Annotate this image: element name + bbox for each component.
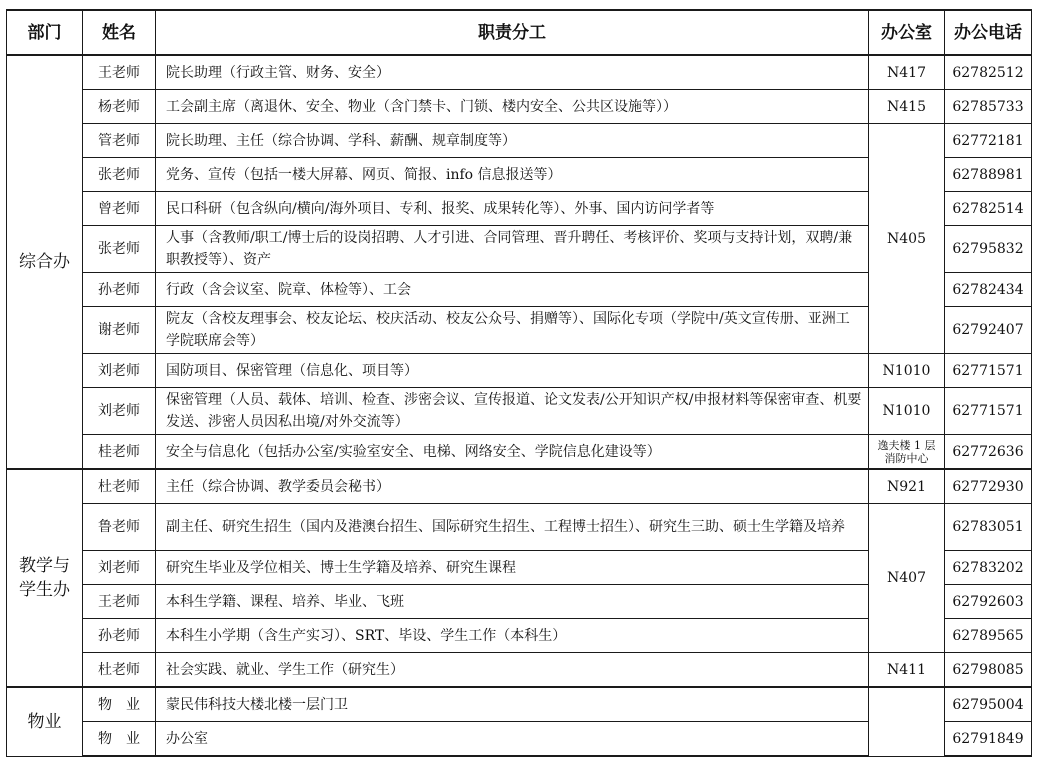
staff-duty: 副主任、研究生招生（国内及港澳台招生、国际研究生招生、工程博士招生）、研究生三助、硕士生学籍及培养 [156, 504, 869, 551]
staff-name: 刘老师 [83, 388, 156, 435]
header-duty: 职责分工 [156, 10, 869, 55]
staff-office: N921 [869, 469, 945, 504]
staff-duty: 本科生小学期（含生产实习）、SRT、毕设、学生工作（本科生） [156, 619, 869, 653]
table-row [7, 55, 1032, 90]
staff-phone: 62798085 [945, 653, 1032, 688]
table-row [7, 354, 1032, 388]
staff-office: N415 [869, 90, 945, 124]
staff-duty: 蒙民伟科技大楼北楼一层门卫 [156, 687, 869, 722]
staff-phone: 62789565 [945, 619, 1032, 653]
staff-name: 谢老师 [83, 307, 156, 354]
staff-phone: 62783202 [945, 551, 1032, 585]
staff-phone: 62782512 [945, 55, 1032, 90]
staff-name: 张老师 [83, 226, 156, 273]
staff-phone: 62785733 [945, 90, 1032, 124]
staff-duty: 国防项目、保密管理（信息化、项目等） [156, 354, 869, 388]
staff-name: 王老师 [83, 585, 156, 619]
staff-duty: 主任（综合协调、教学委员会秘书） [156, 469, 869, 504]
staff-name: 孙老师 [83, 273, 156, 307]
staff-phone: 62795004 [945, 687, 1032, 722]
staff-name: 曾老师 [83, 192, 156, 226]
staff-name: 孙老师 [83, 619, 156, 653]
table-row [7, 504, 1032, 551]
staff-phone: 62771571 [945, 388, 1032, 435]
staff-name: 杨老师 [83, 90, 156, 124]
staff-office: N1010 [869, 388, 945, 435]
staff-duty: 院友（含校友理事会、校友论坛、校庆活动、校友公众号、捐赠等）、国际化专项（学院中/英文宣传册、亚洲工学院联席会等） [156, 307, 869, 354]
staff-phone: 62788981 [945, 158, 1032, 192]
header-phone: 办公电话 [945, 10, 1032, 55]
staff-duty: 院长助理、主任（综合协调、学科、薪酬、规章制度等） [156, 124, 869, 158]
staff-office: N417 [869, 55, 945, 90]
table-row [7, 687, 1032, 722]
header-name: 姓名 [83, 10, 156, 55]
staff-phone: 62782434 [945, 273, 1032, 307]
table-row [7, 653, 1032, 688]
dept-teaching: 教学与 学生办 [7, 469, 83, 687]
staff-phone: 62772636 [945, 435, 1032, 470]
staff-name: 管老师 [83, 124, 156, 158]
dept-property: 物业 [7, 687, 83, 756]
header-office: 办公室 [869, 10, 945, 55]
staff-phone: 62783051 [945, 504, 1032, 551]
staff-duty: 保密管理（人员、载体、培训、检查、涉密会议、宣传报道、论文发表/公开知识产权/申报材料等保密审查、机要发送、涉密人员因私出境/对外交流等） [156, 388, 869, 435]
table-row [7, 124, 1032, 158]
staff-directory-table [6, 9, 1032, 757]
staff-duty: 院长助理（行政主管、财务、安全） [156, 55, 869, 90]
staff-duty: 本科生学籍、课程、培养、毕业、飞班 [156, 585, 869, 619]
staff-office-shared: N405 [869, 124, 945, 354]
staff-phone: 62772930 [945, 469, 1032, 504]
header-row [7, 10, 1032, 55]
staff-phone: 62771571 [945, 354, 1032, 388]
staff-name: 杜老师 [83, 469, 156, 504]
table-row [7, 469, 1032, 504]
staff-phone: 62792603 [945, 585, 1032, 619]
staff-office: N1010 [869, 354, 945, 388]
staff-name: 刘老师 [83, 551, 156, 585]
staff-name: 张老师 [83, 158, 156, 192]
staff-office-shared: N407 [869, 504, 945, 653]
dept-general: 综合办 [7, 55, 83, 469]
staff-name: 物 业 [83, 687, 156, 722]
staff-duty: 办公室 [156, 722, 869, 757]
staff-duty: 人事（含教师/职工/博士后的设岗招聘、人才引进、合同管理、晋升聘任、考核评价、奖项与支持计划，双聘/兼职教授等）、资产 [156, 226, 869, 273]
staff-duty: 研究生毕业及学位相关、博士生学籍及培养、研究生课程 [156, 551, 869, 585]
staff-duty: 社会实践、就业、学生工作（研究生） [156, 653, 869, 688]
staff-name: 桂老师 [83, 435, 156, 470]
staff-duty: 行政（含会议室、院章、体检等）、工会 [156, 273, 869, 307]
staff-name: 物 业 [83, 722, 156, 757]
staff-name: 王老师 [83, 55, 156, 90]
staff-phone: 62792407 [945, 307, 1032, 354]
staff-duty: 工会副主席（离退休、安全、物业（含门禁卡、门锁、楼内安全、公共区设施等）） [156, 90, 869, 124]
staff-phone: 62782514 [945, 192, 1032, 226]
staff-duty: 民口科研（包含纵向/横向/海外项目、专利、报奖、成果转化等）、外事、国内访问学者等 [156, 192, 869, 226]
staff-duty: 安全与信息化（包括办公室/实验室安全、电梯、网络安全、学院信息化建设等） [156, 435, 869, 470]
staff-name: 刘老师 [83, 354, 156, 388]
staff-name: 杜老师 [83, 653, 156, 688]
header-dept: 部门 [7, 10, 83, 55]
staff-office: N411 [869, 653, 945, 688]
table-row [7, 388, 1032, 435]
table-row [7, 90, 1032, 124]
staff-name: 鲁老师 [83, 504, 156, 551]
staff-phone: 62772181 [945, 124, 1032, 158]
staff-phone: 62791849 [945, 722, 1032, 757]
staff-duty: 党务、宣传（包括一楼大屏幕、网页、简报、info 信息报送等） [156, 158, 869, 192]
table-row [7, 435, 1032, 470]
staff-office: 逸夫楼 1 层 消防中心 [869, 435, 945, 470]
staff-office [869, 687, 945, 756]
staff-phone: 62795832 [945, 226, 1032, 273]
